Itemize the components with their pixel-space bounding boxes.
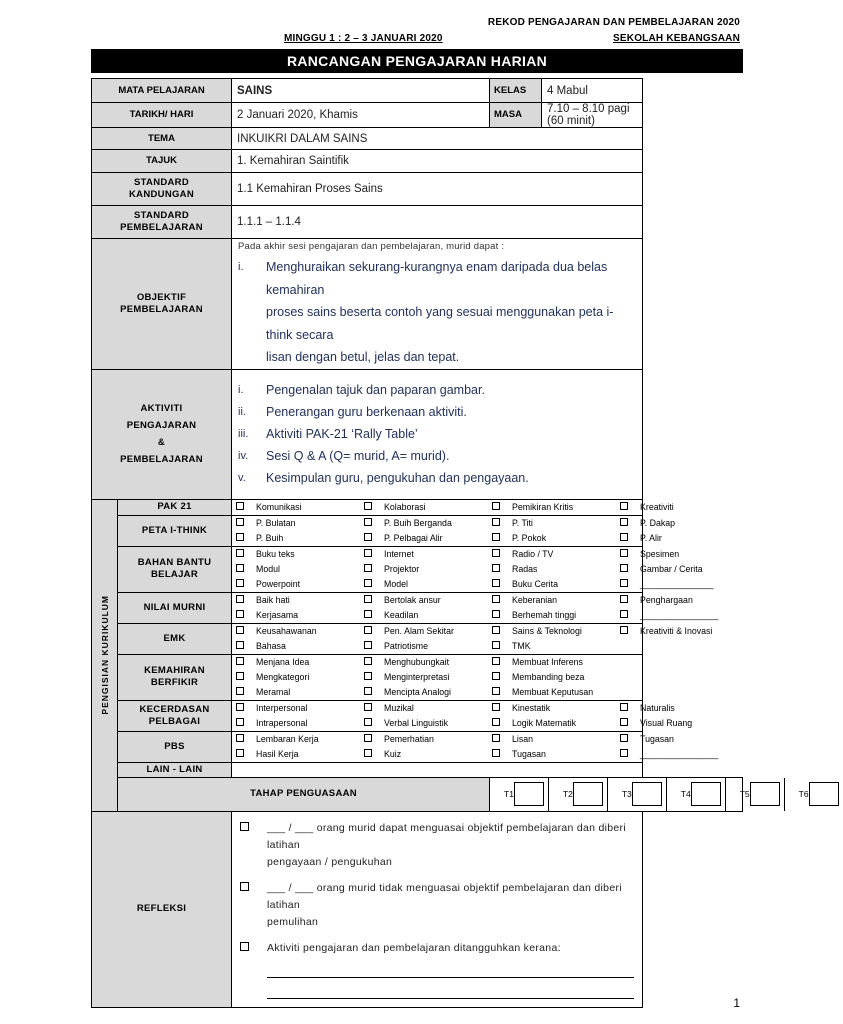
checkbox-label: P. Dakap bbox=[640, 517, 676, 528]
checkbox-option[interactable] bbox=[364, 639, 492, 654]
standard-pembelajaran-value[interactable]: 1.1.1 – 1.1.4 bbox=[232, 206, 642, 239]
checkbox-option[interactable] bbox=[492, 577, 620, 592]
kelas-label: KELAS bbox=[490, 79, 542, 103]
aktiviti-label: AKTIVITI PENGAJARAN & PEMBELAJARAN bbox=[92, 369, 232, 499]
checkbox-label: Spesimen bbox=[640, 548, 680, 559]
checkbox-label: Naturalis bbox=[640, 702, 675, 713]
aktiviti-item-number: i. bbox=[238, 384, 244, 396]
aktiviti-item-number: iv. bbox=[238, 450, 249, 462]
checkbox-label: Mengkategori bbox=[256, 671, 310, 682]
checkbox-icon[interactable] bbox=[492, 579, 500, 587]
tahap-level-5 bbox=[726, 778, 785, 811]
standard-pembelajaran-label: STANDARD PEMBELAJARAN bbox=[92, 206, 232, 239]
peta-ithink-label: PETA I-THINK bbox=[118, 515, 232, 546]
pengisian-kurikulum-label: PENGISIAN KURIKULUM bbox=[92, 499, 118, 811]
checkbox-label: Membuat Inferens bbox=[512, 656, 583, 667]
checkbox-icon[interactable] bbox=[240, 942, 249, 951]
checkbox-icon[interactable] bbox=[236, 626, 244, 634]
checkbox-label: Pemerhatian bbox=[384, 733, 434, 744]
checkbox-label: Menginterpretasi bbox=[384, 671, 450, 682]
checkbox-option[interactable] bbox=[364, 685, 492, 700]
aktiviti-item-number: ii. bbox=[238, 406, 246, 418]
refleksi-label: REFLEKSI bbox=[92, 811, 232, 1007]
tahap-level-box[interactable] bbox=[750, 782, 780, 806]
tahap-level-box[interactable] bbox=[691, 782, 721, 806]
checkbox-option[interactable] bbox=[364, 531, 492, 546]
checkbox-icon[interactable] bbox=[620, 626, 628, 634]
checkbox-label: Kuiz bbox=[384, 748, 402, 759]
checkbox-label: Tugasan bbox=[640, 733, 674, 744]
checkbox-icon[interactable] bbox=[240, 822, 249, 831]
checkbox-icon[interactable] bbox=[240, 882, 249, 891]
refleksi-line-1[interactable] bbox=[267, 957, 633, 978]
checkbox-option[interactable] bbox=[492, 593, 620, 608]
mata-pelajaran-label: MATA PELAJARAN bbox=[92, 79, 232, 103]
checkbox-label: Modul bbox=[256, 563, 280, 574]
checkbox-icon[interactable] bbox=[492, 518, 500, 526]
header-sekolah: SEKOLAH KEBANGSAAN bbox=[613, 33, 740, 44]
checkbox-label: Intrapersonal bbox=[256, 717, 308, 728]
checkbox-icon[interactable] bbox=[236, 502, 244, 510]
checkbox-option[interactable] bbox=[492, 655, 640, 670]
checkbox-label: Pemikiran Kritis bbox=[512, 501, 574, 512]
checkbox-icon[interactable] bbox=[492, 672, 500, 680]
checkbox-option[interactable] bbox=[620, 701, 692, 716]
bahan-bantu-belajar-label: BAHAN BANTU BELAJAR bbox=[118, 546, 232, 592]
checkbox-label: _______________ bbox=[640, 578, 714, 589]
objektif-intro: Pada akhir sesi pengajaran dan pembelajaran, murid dapat : bbox=[238, 241, 505, 252]
kemahiran-berfikir-options bbox=[232, 655, 641, 700]
checkbox-icon[interactable] bbox=[492, 703, 500, 711]
checkbox-icon[interactable] bbox=[620, 610, 628, 618]
refleksi-item-3[interactable]: Aktiviti pengajaran dan pembelajaran ditangguhkan kerana: bbox=[240, 940, 633, 957]
checkbox-option[interactable] bbox=[236, 562, 364, 577]
checkbox-option[interactable] bbox=[364, 655, 492, 670]
checkbox-icon[interactable] bbox=[364, 626, 372, 634]
checkbox-icon[interactable] bbox=[492, 533, 500, 541]
checkbox-option[interactable] bbox=[364, 516, 492, 531]
checkbox-option[interactable] bbox=[364, 624, 492, 639]
checkbox-option[interactable] bbox=[236, 577, 364, 592]
pbs-options bbox=[232, 732, 719, 762]
checkbox-label: P. Pokok bbox=[512, 532, 547, 543]
checkbox-option[interactable] bbox=[364, 593, 492, 608]
checkbox-label: Sains & Teknologi bbox=[512, 625, 582, 636]
checkbox-icon[interactable] bbox=[492, 549, 500, 557]
checkbox-icon[interactable] bbox=[364, 687, 372, 695]
checkbox-icon[interactable] bbox=[364, 502, 372, 510]
checkbox-label: Lembaran Kerja bbox=[256, 733, 319, 744]
checkbox-icon[interactable] bbox=[620, 718, 628, 726]
pbs-label: PBS bbox=[118, 731, 232, 762]
checkbox-icon[interactable] bbox=[236, 610, 244, 618]
checkbox-label: Mencipta Analogi bbox=[384, 686, 452, 697]
checkbox-option[interactable] bbox=[236, 670, 364, 685]
checkbox-icon[interactable] bbox=[364, 641, 372, 649]
tajuk-value[interactable]: 1. Kemahiran Saintifik bbox=[232, 150, 642, 173]
tahap-level-label: T2 bbox=[562, 789, 573, 799]
refleksi-item-2[interactable]: ___ / ___ orang murid tidak menguasai objektif pembelajaran dan diberi latihan pemulihan bbox=[240, 880, 633, 931]
checkbox-icon[interactable] bbox=[236, 749, 244, 757]
checkbox-option[interactable] bbox=[364, 716, 492, 731]
checkbox-icon[interactable] bbox=[364, 610, 372, 618]
aktiviti-item bbox=[238, 423, 635, 445]
checkbox-icon[interactable] bbox=[492, 641, 500, 649]
checkbox-option[interactable] bbox=[236, 716, 364, 731]
checkbox-option[interactable] bbox=[492, 732, 620, 747]
checkbox-option[interactable] bbox=[364, 500, 492, 515]
checkbox-label: P. Buih bbox=[256, 532, 284, 543]
checkbox-icon[interactable] bbox=[620, 595, 628, 603]
objektif-item-number bbox=[238, 301, 266, 346]
checkbox-icon[interactable] bbox=[236, 518, 244, 526]
checkbox-icon[interactable] bbox=[364, 595, 372, 603]
mata-pelajaran-value[interactable]: SAINS bbox=[232, 79, 490, 103]
checkbox-option[interactable] bbox=[236, 593, 364, 608]
checkbox-option[interactable] bbox=[620, 747, 718, 762]
checkbox-label: Membanding beza bbox=[512, 671, 585, 682]
checkbox-icon[interactable] bbox=[236, 579, 244, 587]
checkbox-label: P. Bulatan bbox=[256, 517, 296, 528]
checkbox-label: ________________ bbox=[640, 609, 719, 620]
emk-label: EMK bbox=[118, 623, 232, 654]
aktiviti-item bbox=[238, 445, 635, 467]
peta-ithink-options bbox=[232, 516, 676, 546]
objektif-item-text: Menghuraikan sekurang-kurangnya enam daripada dua belas kemahiran bbox=[266, 260, 608, 297]
masa-label: MASA bbox=[490, 103, 542, 128]
tema-label: TEMA bbox=[92, 128, 232, 150]
refleksi-line-2[interactable] bbox=[267, 978, 633, 999]
checkbox-label: Radas bbox=[512, 563, 538, 574]
standard-kandungan-label: STANDARD KANDUNGAN bbox=[92, 173, 232, 206]
kecerdasan-pelbagai-label: KECERDASAN PELBAGAI bbox=[118, 700, 232, 731]
header-rekod: REKOD PENGAJARAN DAN PEMBELAJARAN 2020 bbox=[487, 17, 740, 28]
aktiviti-item-number: v. bbox=[238, 472, 246, 484]
checkbox-label: Komunikasi bbox=[256, 501, 302, 512]
checkbox-icon[interactable] bbox=[620, 703, 628, 711]
checkbox-label: ________________ bbox=[640, 748, 719, 759]
checkbox-label: Penghargaan bbox=[640, 594, 693, 605]
checkbox-option[interactable] bbox=[620, 500, 674, 515]
checkbox-icon[interactable] bbox=[364, 672, 372, 680]
objektif-content[interactable] bbox=[232, 239, 642, 370]
checkbox-option[interactable] bbox=[492, 624, 620, 639]
checkbox-icon[interactable] bbox=[620, 518, 628, 526]
checkbox-icon[interactable] bbox=[492, 595, 500, 603]
objektif-item-number: i. bbox=[238, 261, 244, 273]
checkbox-option[interactable] bbox=[492, 500, 620, 515]
tahap-level-label: T4 bbox=[680, 789, 691, 799]
checkbox-option[interactable] bbox=[236, 639, 364, 654]
checkbox-icon[interactable] bbox=[620, 749, 628, 757]
checkbox-option[interactable] bbox=[620, 577, 713, 592]
checkbox-icon[interactable] bbox=[236, 595, 244, 603]
checkbox-label: Buku teks bbox=[256, 548, 295, 559]
checkbox-label: Menghubungkait bbox=[384, 656, 450, 667]
checkbox-option[interactable] bbox=[236, 624, 364, 639]
checkbox-option[interactable] bbox=[492, 516, 620, 531]
checkbox-label: Berhemah tinggi bbox=[512, 609, 577, 620]
aktiviti-item bbox=[238, 379, 635, 401]
checkbox-option[interactable] bbox=[364, 701, 492, 716]
checkbox-icon[interactable] bbox=[364, 703, 372, 711]
checkbox-label: P. Buih Berganda bbox=[384, 517, 452, 528]
checkbox-icon[interactable] bbox=[492, 502, 500, 510]
checkbox-icon[interactable] bbox=[236, 641, 244, 649]
checkbox-label: Kolaborasi bbox=[384, 501, 426, 512]
lain-lain-label: LAIN - LAIN bbox=[118, 762, 232, 777]
checkbox-icon[interactable] bbox=[620, 734, 628, 742]
checkbox-option[interactable] bbox=[620, 732, 718, 747]
objektif-label: OBJEKTIF PEMBELAJARAN bbox=[92, 239, 232, 370]
checkbox-icon[interactable] bbox=[620, 564, 628, 572]
nilai-murni-label: NILAI MURNI bbox=[118, 592, 232, 623]
tahap-level-box[interactable] bbox=[573, 782, 603, 806]
checkbox-option[interactable] bbox=[492, 547, 620, 562]
aktiviti-item-text: Sesi Q & A (Q= murid, A= murid). bbox=[266, 449, 450, 463]
checkbox-option[interactable] bbox=[236, 516, 364, 531]
checkbox-label: TMK bbox=[512, 640, 531, 651]
checkbox-icon[interactable] bbox=[364, 734, 372, 742]
checkbox-option[interactable] bbox=[620, 562, 713, 577]
checkbox-label: Buku Cerita bbox=[512, 578, 558, 589]
tahap-level-4 bbox=[667, 778, 726, 811]
objektif-list bbox=[232, 256, 641, 369]
aktiviti-item bbox=[238, 467, 635, 489]
checkbox-option[interactable] bbox=[492, 670, 640, 685]
refleksi-content bbox=[232, 812, 641, 1007]
objektif-item bbox=[238, 301, 635, 346]
checkbox-icon[interactable] bbox=[236, 687, 244, 695]
checkbox-label: Interpersonal bbox=[256, 702, 308, 713]
checkbox-icon[interactable] bbox=[364, 549, 372, 557]
aktiviti-list bbox=[232, 379, 641, 489]
aktiviti-item-text: Aktiviti PAK-21 ‘Rally Table’ bbox=[266, 427, 418, 441]
tahap-level-box[interactable] bbox=[514, 782, 544, 806]
aktiviti-item bbox=[238, 401, 635, 423]
checkbox-icon[interactable] bbox=[364, 718, 372, 726]
standard-kandungan-value[interactable]: 1.1 Kemahiran Proses Sains bbox=[232, 173, 642, 206]
checkbox-label: Meramal bbox=[256, 686, 291, 697]
objektif-item bbox=[238, 346, 635, 369]
checkbox-option[interactable] bbox=[620, 516, 675, 531]
checkbox-icon[interactable] bbox=[236, 657, 244, 665]
lain-lain-value[interactable] bbox=[232, 762, 642, 777]
checkbox-label: Bahasa bbox=[256, 640, 286, 651]
objektif-item-text: proses sains beserta contoh yang sesuai menggunakan peta i-think secara bbox=[266, 305, 614, 342]
checkbox-option[interactable] bbox=[236, 655, 364, 670]
checkbox-option[interactable] bbox=[236, 732, 364, 747]
checkbox-label: Membuat Keputusan bbox=[512, 686, 594, 697]
checkbox-option[interactable] bbox=[620, 716, 692, 731]
checkbox-label: Powerpoint bbox=[256, 578, 301, 589]
checkbox-label: Keusahawanan bbox=[256, 625, 317, 636]
kecerdasan-pelbagai-options bbox=[232, 701, 693, 731]
tahap-level-label: T1 bbox=[504, 789, 514, 799]
checkbox-option[interactable] bbox=[364, 577, 492, 592]
page-title: RANCANGAN PENGAJARAN HARIAN bbox=[91, 49, 743, 73]
tahap-level-box[interactable] bbox=[632, 782, 662, 806]
checkbox-label: Visual Ruang bbox=[640, 717, 693, 728]
rph-table bbox=[91, 78, 809, 1008]
tahap-level-2 bbox=[549, 778, 608, 811]
checkbox-icon[interactable] bbox=[492, 657, 500, 665]
checkbox-icon[interactable] bbox=[236, 549, 244, 557]
checkbox-option[interactable] bbox=[236, 747, 364, 762]
pak21-options bbox=[232, 500, 674, 515]
checkbox-icon[interactable] bbox=[492, 626, 500, 634]
tahap-penguasaan-levels bbox=[490, 778, 809, 811]
tahap-level-6 bbox=[785, 778, 843, 811]
checkbox-option[interactable] bbox=[492, 747, 620, 762]
kemahiran-berfikir-label: KEMAHIRAN BERFIKIR bbox=[118, 654, 232, 700]
tahap-level-3 bbox=[608, 778, 667, 811]
checkbox-option[interactable] bbox=[492, 608, 620, 623]
checkbox-option[interactable] bbox=[236, 608, 364, 623]
checkbox-icon[interactable] bbox=[620, 533, 628, 541]
checkbox-icon[interactable] bbox=[492, 564, 500, 572]
checkbox-option[interactable] bbox=[492, 716, 620, 731]
checkbox-option[interactable] bbox=[236, 500, 364, 515]
checkbox-icon[interactable] bbox=[364, 533, 372, 541]
checkbox-icon[interactable] bbox=[236, 718, 244, 726]
checkbox-option[interactable] bbox=[236, 547, 364, 562]
bahan-bantu-belajar-options bbox=[232, 547, 714, 592]
checkbox-label: Lisan bbox=[512, 733, 534, 744]
tahap-penguasaan-label: TAHAP PENGUASAAN bbox=[118, 777, 490, 811]
checkbox-icon[interactable] bbox=[364, 518, 372, 526]
checkbox-icon[interactable] bbox=[492, 718, 500, 726]
checkbox-icon[interactable] bbox=[364, 564, 372, 572]
checkbox-icon[interactable] bbox=[620, 549, 628, 557]
tahap-level-label: T5 bbox=[739, 789, 750, 799]
checkbox-label: Pen. Alam Sekitar bbox=[384, 625, 454, 636]
checkbox-label: Kerjasama bbox=[256, 609, 299, 620]
checkbox-label: Verbal Linguistik bbox=[384, 717, 449, 728]
checkbox-option[interactable] bbox=[236, 701, 364, 716]
objektif-item-text: lisan dengan betul, jelas dan tepat. bbox=[266, 350, 460, 364]
nilai-murni-options bbox=[232, 593, 719, 623]
checkbox-label: Keadilan bbox=[384, 609, 419, 620]
checkbox-label: Model bbox=[384, 578, 408, 589]
checkbox-option[interactable] bbox=[236, 531, 364, 546]
checkbox-option[interactable] bbox=[492, 531, 620, 546]
checkbox-icon[interactable] bbox=[236, 564, 244, 572]
checkbox-option[interactable] bbox=[620, 624, 712, 639]
checkbox-label: Kreativiti & Inovasi bbox=[640, 625, 713, 636]
checkbox-label: Kinestatik bbox=[512, 702, 551, 713]
checkbox-option[interactable] bbox=[492, 701, 620, 716]
masa-value[interactable]: 7.10 – 8.10 pagi (60 minit) bbox=[542, 103, 642, 128]
checkbox-label: Projektor bbox=[384, 563, 420, 574]
checkbox-option[interactable] bbox=[492, 685, 640, 700]
checkbox-icon[interactable] bbox=[236, 533, 244, 541]
checkbox-label: Patriotisme bbox=[384, 640, 429, 651]
aktiviti-item-text: Kesimpulan guru, pengukuhan dan pengayaan. bbox=[266, 471, 529, 485]
checkbox-icon[interactable] bbox=[492, 734, 500, 742]
checkbox-icon[interactable] bbox=[492, 687, 500, 695]
checkbox-label: Gambar / Cerita bbox=[640, 563, 703, 574]
checkbox-label: Kreativiti bbox=[640, 501, 674, 512]
checkbox-icon[interactable] bbox=[364, 749, 372, 757]
checkbox-option[interactable] bbox=[364, 562, 492, 577]
tema-value[interactable]: INKUIKRI DALAM SAINS bbox=[232, 128, 642, 150]
checkbox-icon[interactable] bbox=[364, 579, 372, 587]
checkbox-label: Muzikal bbox=[384, 702, 414, 713]
pak21-label: PAK 21 bbox=[118, 499, 232, 515]
checkbox-icon[interactable] bbox=[236, 734, 244, 742]
checkbox-option[interactable] bbox=[620, 593, 718, 608]
tarikh-value[interactable]: 2 Januari 2020, Khamis bbox=[232, 103, 490, 128]
checkbox-icon[interactable] bbox=[620, 579, 628, 587]
checkbox-label: Bertolak ansur bbox=[384, 594, 441, 605]
checkbox-label: Tugasan bbox=[512, 748, 546, 759]
checkbox-label: Internet bbox=[384, 548, 414, 559]
checkbox-option[interactable] bbox=[236, 685, 364, 700]
header-minggu: MINGGU 1 : 2 – 3 JANUARI 2020 bbox=[284, 33, 443, 44]
checkbox-icon[interactable] bbox=[236, 672, 244, 680]
checkbox-option[interactable] bbox=[620, 531, 675, 546]
checkbox-option[interactable] bbox=[620, 608, 718, 623]
checkbox-option[interactable] bbox=[492, 562, 620, 577]
tahap-level-label: T6 bbox=[798, 789, 809, 799]
objektif-item-number bbox=[238, 346, 266, 369]
tahap-level-box[interactable] bbox=[809, 782, 839, 806]
checkbox-label: P. Pelbagai Alir bbox=[384, 532, 443, 543]
page-number: 1 bbox=[733, 996, 740, 1010]
checkbox-label: Radio / TV bbox=[512, 548, 554, 559]
checkbox-icon[interactable] bbox=[236, 703, 244, 711]
checkbox-option[interactable] bbox=[364, 547, 492, 562]
tahap-level-1 bbox=[490, 778, 549, 811]
aktiviti-item-text: Penerangan guru berkenaan aktiviti. bbox=[266, 405, 467, 419]
refleksi-item-1[interactable]: ___ / ___ orang murid dapat menguasai objektif pembelajaran dan diberi latihan pengayaan / pengukuhan bbox=[240, 820, 633, 871]
checkbox-icon[interactable] bbox=[364, 657, 372, 665]
checkbox-option[interactable] bbox=[364, 747, 492, 762]
checkbox-label: P. Titi bbox=[512, 517, 533, 528]
checkbox-label: Keberanian bbox=[512, 594, 558, 605]
checkbox-icon[interactable] bbox=[492, 749, 500, 757]
checkbox-icon[interactable] bbox=[492, 610, 500, 618]
checkbox-label: P. Alir bbox=[640, 532, 662, 543]
checkbox-option[interactable] bbox=[364, 732, 492, 747]
aktiviti-item-number: iii. bbox=[238, 428, 249, 440]
checkbox-label: Menjana Idea bbox=[256, 656, 310, 667]
emk-options bbox=[232, 624, 713, 654]
tarikh-label: TARIKH/ HARI bbox=[92, 103, 232, 128]
aktiviti-content[interactable] bbox=[232, 369, 642, 499]
checkbox-option[interactable] bbox=[364, 670, 492, 685]
tahap-level-label: T3 bbox=[621, 789, 632, 799]
tajuk-label: TAJUK bbox=[92, 150, 232, 173]
checkbox-option[interactable] bbox=[492, 639, 620, 654]
checkbox-option[interactable] bbox=[620, 547, 713, 562]
checkbox-label: Logik Matematik bbox=[512, 717, 577, 728]
checkbox-label: Baik hati bbox=[256, 594, 290, 605]
kelas-value[interactable]: 4 Mabul bbox=[542, 79, 642, 103]
objektif-item bbox=[238, 256, 635, 301]
aktiviti-item-text: Pengenalan tajuk dan paparan gambar. bbox=[266, 383, 485, 397]
checkbox-option[interactable] bbox=[364, 608, 492, 623]
checkbox-icon[interactable] bbox=[620, 502, 628, 510]
checkbox-label: Hasil Kerja bbox=[256, 748, 299, 759]
